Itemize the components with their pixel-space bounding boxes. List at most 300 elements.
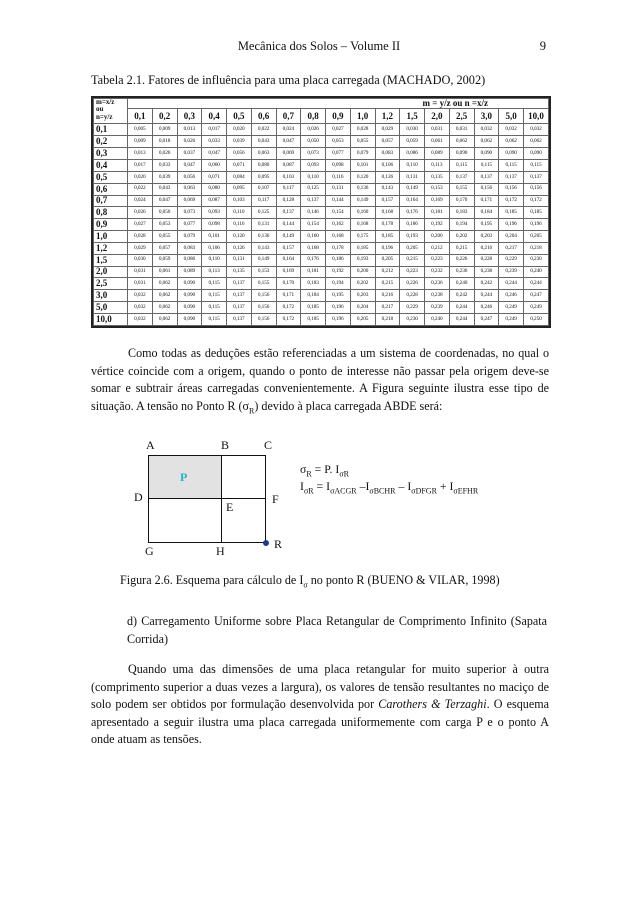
table-cell: 0,215 — [400, 254, 425, 266]
table-cell: 0,244 — [449, 313, 474, 325]
table-cell: 0,095 — [227, 183, 252, 195]
table-row-header: 1,5 — [94, 254, 128, 266]
table-cell: 0,071 — [227, 159, 252, 171]
table-cell: 0,098 — [326, 159, 351, 171]
table-cell: 0,055 — [350, 136, 375, 148]
table-cell: 0,160 — [301, 231, 326, 243]
page-number: 9 — [539, 39, 546, 53]
table-row-header: 1,0 — [94, 231, 128, 243]
table-cell: 0,176 — [400, 207, 425, 219]
table-column-header: 2,0 — [425, 109, 450, 124]
table-cell: 0,137 — [227, 290, 252, 302]
table-cell: 0,131 — [227, 254, 252, 266]
table-cell: 0,047 — [152, 195, 177, 207]
table-cell: 0,217 — [499, 242, 524, 254]
table-column-header: 0,6 — [251, 109, 276, 124]
line-bh — [221, 455, 222, 543]
table-cell: 0,090 — [177, 313, 202, 325]
table-cell: 0,249 — [524, 302, 549, 314]
table-cell: 0,246 — [499, 290, 524, 302]
table-cell: 0,137 — [474, 171, 499, 183]
table-cell: 0,086 — [400, 148, 425, 160]
table-cell: 0,039 — [152, 171, 177, 183]
table-cell: 0,093 — [301, 159, 326, 171]
table-cell: 0,062 — [152, 302, 177, 314]
table-cell: 0,135 — [227, 266, 252, 278]
table-cell: 0,080 — [202, 183, 227, 195]
table-column-header: 0,2 — [152, 109, 177, 124]
table-row-header: 2,5 — [94, 278, 128, 290]
table-cell: 0,146 — [301, 207, 326, 219]
table-cell: 0,143 — [251, 242, 276, 254]
table-cell: 0,160 — [350, 207, 375, 219]
table-row-header: 0,8 — [94, 207, 128, 219]
table-cell: 0,184 — [474, 207, 499, 219]
table-cell: 0,106 — [375, 159, 400, 171]
table-cell: 0,249 — [499, 313, 524, 325]
table-cell: 0,240 — [524, 266, 549, 278]
paragraph-intro — [91, 345, 549, 419]
table-row-header: 0,6 — [94, 183, 128, 195]
table-cell: 0,028 — [128, 231, 153, 243]
line-df — [148, 498, 266, 499]
table-cell: 0,026 — [177, 136, 202, 148]
table-cell: 0,069 — [177, 195, 202, 207]
table-caption: Tabela 2.1. Fatores de influência para uma placa carregada (MACHADO, 2002) — [91, 73, 486, 87]
table-cell: 0,032 — [474, 124, 499, 136]
table-cell: 0,168 — [375, 207, 400, 219]
section-item-d: d) Carregamento Uniforme sobre Placa Retangular de Comprimento Infinito (Sapata Corrida) — [127, 614, 547, 646]
table-cell: 0,155 — [251, 278, 276, 290]
table-cell: 0,083 — [375, 148, 400, 160]
table-cell: 0,193 — [400, 231, 425, 243]
table-cell: 0,050 — [152, 207, 177, 219]
table-cell: 0,240 — [425, 313, 450, 325]
table-cell: 0,170 — [449, 195, 474, 207]
table-cell: 0,195 — [326, 290, 351, 302]
label-f: F — [272, 492, 279, 506]
table-cell: 0,056 — [177, 171, 202, 183]
table-cell: 0,115 — [202, 290, 227, 302]
table-cell: 0,205 — [524, 231, 549, 243]
table-row-header: 5,0 — [94, 302, 128, 314]
table-cell: 0,022 — [251, 124, 276, 136]
table-cell: 0,183 — [301, 278, 326, 290]
table-cell: 0,247 — [524, 290, 549, 302]
label-d: D — [134, 490, 143, 504]
table-cell: 0,115 — [474, 159, 499, 171]
table-cell: 0,032 — [499, 124, 524, 136]
table-cell: 0,204 — [499, 231, 524, 243]
table-row — [94, 290, 549, 302]
table-cell: 0,098 — [202, 219, 227, 231]
table-cell: 0,020 — [128, 171, 153, 183]
table-cell: 0,090 — [177, 302, 202, 314]
table-cell: 0,212 — [425, 242, 450, 254]
table-cell: 0,212 — [375, 266, 400, 278]
table-cell: 0,009 — [152, 124, 177, 136]
table-cell: 0,156 — [251, 290, 276, 302]
table-column-header: 0,3 — [177, 109, 202, 124]
table-cell: 0,149 — [400, 183, 425, 195]
table-cell: 0,059 — [400, 136, 425, 148]
table-column-header: 0,1 — [128, 109, 153, 124]
table-cell: 0,055 — [152, 231, 177, 243]
table-column-header: 2,5 — [449, 109, 474, 124]
table-cell: 0,149 — [251, 254, 276, 266]
table-cell: 0,185 — [301, 302, 326, 314]
table-cell: 0,077 — [177, 219, 202, 231]
table-cell: 0,071 — [202, 171, 227, 183]
table-cell: 0,162 — [326, 219, 351, 231]
table-cell: 0,157 — [276, 242, 301, 254]
table-cell: 0,196 — [326, 313, 351, 325]
table-cell: 0,246 — [474, 302, 499, 314]
table-cell: 0,202 — [350, 278, 375, 290]
table-cell: 0,026 — [128, 207, 153, 219]
table-cell: 0,126 — [375, 171, 400, 183]
table-cell: 0,216 — [375, 290, 400, 302]
table-cell: 0,032 — [128, 290, 153, 302]
table-cell: 0,117 — [276, 183, 301, 195]
table-cell: 0,242 — [449, 290, 474, 302]
table-column-header: 0,4 — [202, 109, 227, 124]
label-p: P — [180, 470, 188, 484]
equation-influence-sum: $I_{\sigma R} = I_{\sigma ACGR}$ $-I_{\sigma BCHR} - I_{\sigma DFGR} + I_{\sigma EFHR}$ — [300, 479, 479, 496]
label-c: C — [264, 438, 273, 452]
table-cell: 0,156 — [499, 183, 524, 195]
table-cell: 0,137 — [227, 313, 252, 325]
table-cell: 0,200 — [425, 231, 450, 243]
table-cell: 0,022 — [128, 183, 153, 195]
table-cell: 0,215 — [375, 278, 400, 290]
label-e: E — [226, 500, 234, 514]
table-cell: 0,037 — [177, 148, 202, 160]
table-cell: 0,029 — [375, 124, 400, 136]
table-cell: 0,238 — [474, 266, 499, 278]
table-cell: 0,244 — [474, 290, 499, 302]
table-cell: 0,155 — [449, 183, 474, 195]
table-cell: 0,229 — [400, 302, 425, 314]
table-cell: 0,172 — [499, 195, 524, 207]
table-cell: 0,090 — [474, 148, 499, 160]
table-cell: 0,215 — [449, 242, 474, 254]
table-cell: 0,196 — [499, 219, 524, 231]
equation-sigma-r: $\sigma_R = P$. $I_{\sigma R}$ — [300, 462, 349, 479]
table-cell: 0,154 — [301, 219, 326, 231]
page-header — [0, 39, 638, 53]
table-cell: 0,205 — [350, 313, 375, 325]
table-cell: 0,193 — [350, 254, 375, 266]
table-cell: 0,063 — [177, 183, 202, 195]
table-cell: 0,226 — [400, 278, 425, 290]
table-cell: 0,247 — [474, 313, 499, 325]
table-cell: 0,136 — [350, 183, 375, 195]
table-cell: 0,116 — [326, 171, 351, 183]
table-column-header: 10,0 — [524, 109, 549, 124]
header-title: Mecânica dos Solos – Volume II — [237, 39, 401, 53]
table-cell: 0,013 — [177, 124, 202, 136]
table-cell: 0,117 — [251, 195, 276, 207]
table-cell: 0,239 — [425, 302, 450, 314]
table-cell: 0,009 — [128, 136, 153, 148]
table-cell: 0,137 — [524, 171, 549, 183]
table-cell: 0,128 — [276, 195, 301, 207]
table-cell: 0,032 — [128, 302, 153, 314]
table-cell: 0,043 — [251, 136, 276, 148]
table-cell: 0,184 — [301, 290, 326, 302]
table-cell: 0,090 — [177, 278, 202, 290]
table-row-header: 0,5 — [94, 171, 128, 183]
table-cell: 0,244 — [524, 278, 549, 290]
table-cell: 0,164 — [400, 195, 425, 207]
table-cell: 0,175 — [350, 231, 375, 243]
influence-table-grid — [93, 98, 549, 326]
table-column-header: 0,7 — [276, 109, 301, 124]
table-cell: 0,024 — [276, 124, 301, 136]
table-cell: 0,242 — [474, 278, 499, 290]
table-cell: 0,135 — [425, 171, 450, 183]
table-cell: 0,172 — [276, 302, 301, 314]
table-cell: 0,185 — [375, 231, 400, 243]
table-cell: 0,047 — [177, 159, 202, 171]
table-cell: 0,017 — [202, 124, 227, 136]
table-row — [94, 195, 549, 207]
table-cell: 0,062 — [474, 136, 499, 148]
table-cell: 0,030 — [400, 124, 425, 136]
table-cell: 0,079 — [350, 148, 375, 160]
table-cell: 0,170 — [276, 278, 301, 290]
table-cell: 0,169 — [276, 266, 301, 278]
table-cell: 0,086 — [177, 254, 202, 266]
table-cell: 0,062 — [499, 136, 524, 148]
table-row-header: 0,1 — [94, 124, 128, 136]
table-cell: 0,137 — [499, 171, 524, 183]
table-cell: 0,136 — [251, 231, 276, 243]
table-cell: 0,095 — [251, 171, 276, 183]
figure-caption: Figura 2.6. Esquema para cálculo de $I_\sigma$ no ponto R (BUENO & VILAR, 1998) — [120, 573, 500, 590]
table-cell: 0,172 — [524, 195, 549, 207]
table-cell: 0,156 — [251, 302, 276, 314]
table-cell: 0,083 — [177, 242, 202, 254]
table-cell: 0,120 — [227, 231, 252, 243]
paragraph-strip-footing: Quando uma das dimensões de uma placa retangular for muito superior à outra (comprimento superior a duas vezes a largura), os valores de tensão resultantes no maciço de solo podem ser obtidos por formulação desenvolvida por Carothers & Terzaghi. O esquema apresentado a seguir ilustra uma placa carregada uniformemente com carga P e o ponto A onde atuam as tensões. — [91, 662, 549, 746]
table-cell: 0,168 — [301, 242, 326, 254]
table-cell: 0,154 — [326, 207, 351, 219]
table-cell: 0,113 — [202, 266, 227, 278]
label-a: A — [146, 438, 155, 452]
table-cell: 0,156 — [474, 183, 499, 195]
table-cell: 0,125 — [301, 183, 326, 195]
table-cell: 0,018 — [152, 136, 177, 148]
table-cell: 0,137 — [227, 302, 252, 314]
table-cell: 0,238 — [425, 290, 450, 302]
table-cell: 0,153 — [251, 266, 276, 278]
table-cell: 0,028 — [350, 124, 375, 136]
table-cell: 0,107 — [251, 183, 276, 195]
table-cell: 0,192 — [326, 266, 351, 278]
table-row — [94, 302, 549, 314]
table-cell: 0,017 — [128, 159, 153, 171]
table-row-header: 1,2 — [94, 242, 128, 254]
table-cell: 0,229 — [499, 254, 524, 266]
table-cell: 0,115 — [202, 313, 227, 325]
table-cell: 0,043 — [152, 183, 177, 195]
table-cell: 0,110 — [202, 254, 227, 266]
table-cell: 0,090 — [449, 148, 474, 160]
table-cell: 0,026 — [301, 124, 326, 136]
table-cell: 0,144 — [326, 195, 351, 207]
paragraph-intro-end: ) devido à placa carregada ABDE será: — [254, 398, 443, 413]
table-cell: 0,178 — [326, 242, 351, 254]
table-cell: 0,101 — [202, 231, 227, 243]
table-cell: 0,203 — [350, 290, 375, 302]
table-cell: 0,073 — [301, 148, 326, 160]
table-cell: 0,149 — [276, 231, 301, 243]
table-corner-header: m=x/z ou n=y/z — [94, 99, 128, 124]
table-row-header: 10,0 — [94, 313, 128, 325]
table-column-header: 3,0 — [474, 109, 499, 124]
table-cell: 0,196 — [326, 302, 351, 314]
table-cell: 0,232 — [425, 266, 450, 278]
table-cell: 0,039 — [227, 136, 252, 148]
table-cell: 0,020 — [227, 124, 252, 136]
table-cell: 0,032 — [128, 313, 153, 325]
table-cell: 0,185 — [301, 313, 326, 325]
table-cell: 0,249 — [499, 302, 524, 314]
table-cell: 0,204 — [350, 302, 375, 314]
table-column-header: 5,0 — [499, 109, 524, 124]
table-row — [94, 159, 549, 171]
table-cell: 0,073 — [177, 207, 202, 219]
table-cell: 0,113 — [425, 159, 450, 171]
table-cell: 0,115 — [449, 159, 474, 171]
label-h: H — [216, 544, 225, 558]
table-cell: 0,168 — [326, 231, 351, 243]
table-cell: 0,230 — [524, 254, 549, 266]
table-cell: 0,115 — [499, 159, 524, 171]
table-column-header: 0,8 — [301, 109, 326, 124]
table-cell: 0,062 — [449, 136, 474, 148]
table-cell: 0,033 — [202, 136, 227, 148]
authors-italic: Carothers & Terzaghi — [378, 697, 487, 711]
table-cell: 0,156 — [524, 183, 549, 195]
table-row-header: 0,9 — [94, 219, 128, 231]
table-cell: 0,031 — [449, 124, 474, 136]
table-cell: 0,196 — [524, 219, 549, 231]
table-cell: 0,060 — [202, 159, 227, 171]
table-cell: 0,090 — [177, 290, 202, 302]
table-cell: 0,103 — [276, 171, 301, 183]
table-cell: 0,084 — [227, 171, 252, 183]
table-cell: 0,143 — [375, 183, 400, 195]
table-cell: 0,236 — [449, 266, 474, 278]
table-cell: 0,176 — [301, 254, 326, 266]
table-cell: 0,169 — [425, 195, 450, 207]
table-row — [94, 313, 549, 325]
table-row-header: 0,7 — [94, 195, 128, 207]
table-cell: 0,236 — [425, 278, 450, 290]
table-cell: 0,181 — [425, 207, 450, 219]
influence-factor-table — [91, 96, 551, 328]
table-cell: 0,250 — [524, 313, 549, 325]
table-cell: 0,244 — [449, 302, 474, 314]
paragraph-intro-sub: R — [249, 405, 255, 415]
table-cell: 0,024 — [128, 195, 153, 207]
table-cell: 0,013 — [128, 148, 153, 160]
table-cell: 0,183 — [449, 207, 474, 219]
table-cell: 0,057 — [152, 242, 177, 254]
table-column-header: 0,9 — [326, 109, 351, 124]
table-cell: 0,062 — [152, 313, 177, 325]
table-cell: 0,185 — [524, 207, 549, 219]
table-row — [94, 207, 549, 219]
table-cell: 0,144 — [276, 219, 301, 231]
table-column-header: 0,5 — [227, 109, 252, 124]
table-row-header: 0,2 — [94, 136, 128, 148]
table-row — [94, 124, 549, 136]
table-cell: 0,131 — [251, 219, 276, 231]
table-cell: 0,115 — [202, 302, 227, 314]
label-r: R — [274, 537, 283, 551]
table-cell: 0,080 — [251, 159, 276, 171]
table-cell: 0,131 — [400, 171, 425, 183]
table-cell: 0,218 — [524, 242, 549, 254]
table-cell: 0,031 — [128, 266, 153, 278]
table-cell: 0,090 — [524, 148, 549, 160]
table-cell: 0,172 — [276, 313, 301, 325]
table-cell: 0,063 — [251, 148, 276, 160]
table-cell: 0,110 — [400, 159, 425, 171]
table-cell: 0,171 — [474, 195, 499, 207]
table-cell: 0,186 — [400, 219, 425, 231]
table-row — [94, 231, 549, 243]
table-cell: 0,181 — [301, 266, 326, 278]
table-cell: 0,062 — [152, 278, 177, 290]
table-cell: 0,029 — [128, 242, 153, 254]
table-row — [94, 148, 549, 160]
table-cell: 0,164 — [276, 254, 301, 266]
table-cell: 0,062 — [524, 136, 549, 148]
table-cell: 0,062 — [152, 290, 177, 302]
table-cell: 0,168 — [350, 219, 375, 231]
table-cell: 0,186 — [326, 254, 351, 266]
table-cell: 0,153 — [425, 183, 450, 195]
table-cell: 0,061 — [425, 136, 450, 148]
table-cell: 0,223 — [400, 266, 425, 278]
figure-scheme — [100, 438, 540, 573]
table-cell: 0,087 — [276, 159, 301, 171]
table-cell: 0,115 — [202, 278, 227, 290]
table-cell: 0,110 — [301, 171, 326, 183]
table-cell: 0,200 — [350, 266, 375, 278]
table-cell: 0,216 — [474, 242, 499, 254]
table-row-header: 0,4 — [94, 159, 128, 171]
table-cell: 0,050 — [301, 136, 326, 148]
label-b: B — [221, 438, 230, 452]
table-cell: 0,131 — [326, 183, 351, 195]
table-cell: 0,171 — [276, 290, 301, 302]
table-cell: 0,126 — [227, 242, 252, 254]
table-cell: 0,125 — [251, 207, 276, 219]
table-cell: 0,185 — [350, 242, 375, 254]
table-cell: 0,205 — [400, 242, 425, 254]
table-cell: 0,090 — [499, 148, 524, 160]
table-cell: 0,137 — [301, 195, 326, 207]
table-row — [94, 254, 549, 266]
table-cell: 0,228 — [474, 254, 499, 266]
table-cell: 0,033 — [152, 159, 177, 171]
